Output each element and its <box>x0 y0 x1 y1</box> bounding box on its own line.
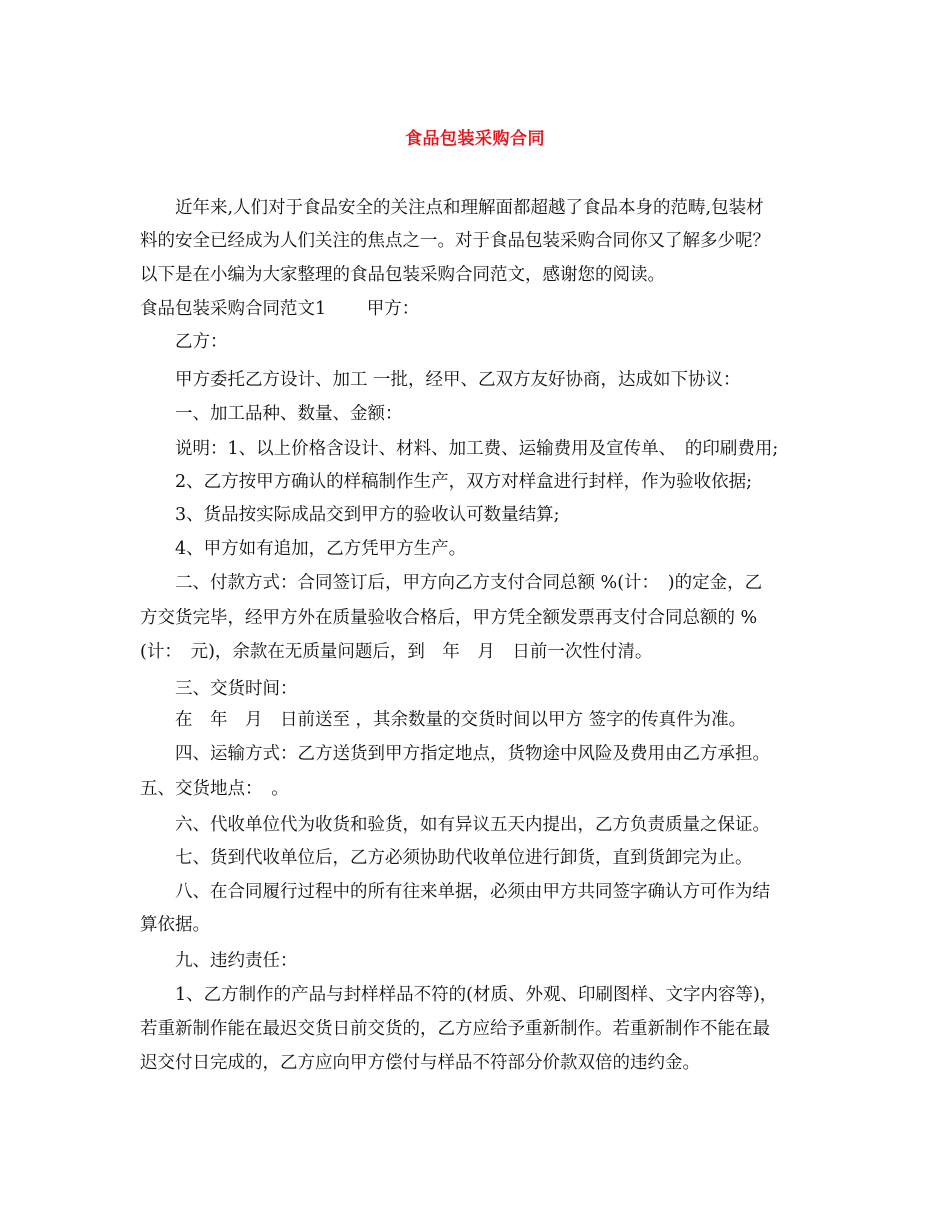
body-line: 六、代收单位代为收货和验货，如有异议五天内提出，乙方负责质量之保证。 <box>140 815 770 835</box>
body-line: 二、付款方式：合同签订后，甲方向乙方支付合同总额 %(计： )的定金，乙 <box>140 573 763 593</box>
body-line: 九、违约责任： <box>140 951 298 971</box>
section-heading-line: 食品包装采购合同范文1 甲方： <box>140 299 420 319</box>
body-line: (计： 元)，余款在无质量问题后，到 年 月 日前一次性付清。 <box>140 642 653 662</box>
body-line: 3、货品按实际成品交到甲方的验收认可数量结算; <box>140 505 560 525</box>
body-line: 算依据。 <box>140 915 210 935</box>
body-line: 五、交货地点： 。 <box>140 779 289 799</box>
body-line: 近年来,人们对于食品安全的关注点和理解面都超越了食品本身的范畴,包装材 <box>140 198 764 218</box>
body-line: 八、在合同履行过程中的所有往来单据，必须由甲方共同签字确认方可作为结 <box>140 882 770 902</box>
body-line: 方交货完毕，经甲方外在质量验收合格后，甲方凭全额发票再支付合同总额的 % <box>140 608 758 628</box>
body-line: 三、交货时间： <box>140 679 298 699</box>
body-line: 料的安全已经成为人们关注的焦点之一。对于食品包装采购合同你又了解多少呢？ <box>140 231 770 251</box>
body-line: 1、乙方制作的产品与封样样品不符的(材质、外观、印刷图样、文字内容等)， <box>140 985 778 1005</box>
body-line: 以下是在小编为大家整理的食品包装采购合同范文，感谢您的阅读。 <box>140 265 665 285</box>
body-line: 在 年 月 日前送至 ，其余数量的交货时间以甲方 签字的传真件为准。 <box>140 710 747 730</box>
body-line: 甲方委托乙方设计、加工 一批，经甲、乙双方友好协商，达成如下协议： <box>140 370 741 390</box>
body-line: 4、甲方如有追加，乙方凭甲方生产。 <box>140 539 467 559</box>
body-line: 一、加工品种、数量、金额： <box>140 404 403 424</box>
document-title: 食品包装采购合同 <box>405 129 545 149</box>
body-line: 迟交付日完成的，乙方应向甲方偿付与样品不符部分价款双倍的违约金。 <box>140 1053 700 1073</box>
body-line: 七、货到代收单位后，乙方必须协助代收单位进行卸货，直到货卸完为止。 <box>140 848 753 868</box>
body-line: 四、运输方式：乙方送货到甲方指定地点，货物途中风险及费用由乙方承担。 <box>140 744 770 764</box>
body-line: 乙方： <box>140 332 228 352</box>
body-line: 2、乙方按甲方确认的样稿制作生产，双方对样盒进行封样，作为验收依据; <box>140 472 753 492</box>
body-line: 说明：1、以上价格含设计、材料、加工费、运输费用及宣传单、 的印刷费用; <box>140 439 779 459</box>
body-line: 若重新制作能在最迟交货日前交货的，乙方应给予重新制作。若重新制作不能在最 <box>140 1019 770 1039</box>
